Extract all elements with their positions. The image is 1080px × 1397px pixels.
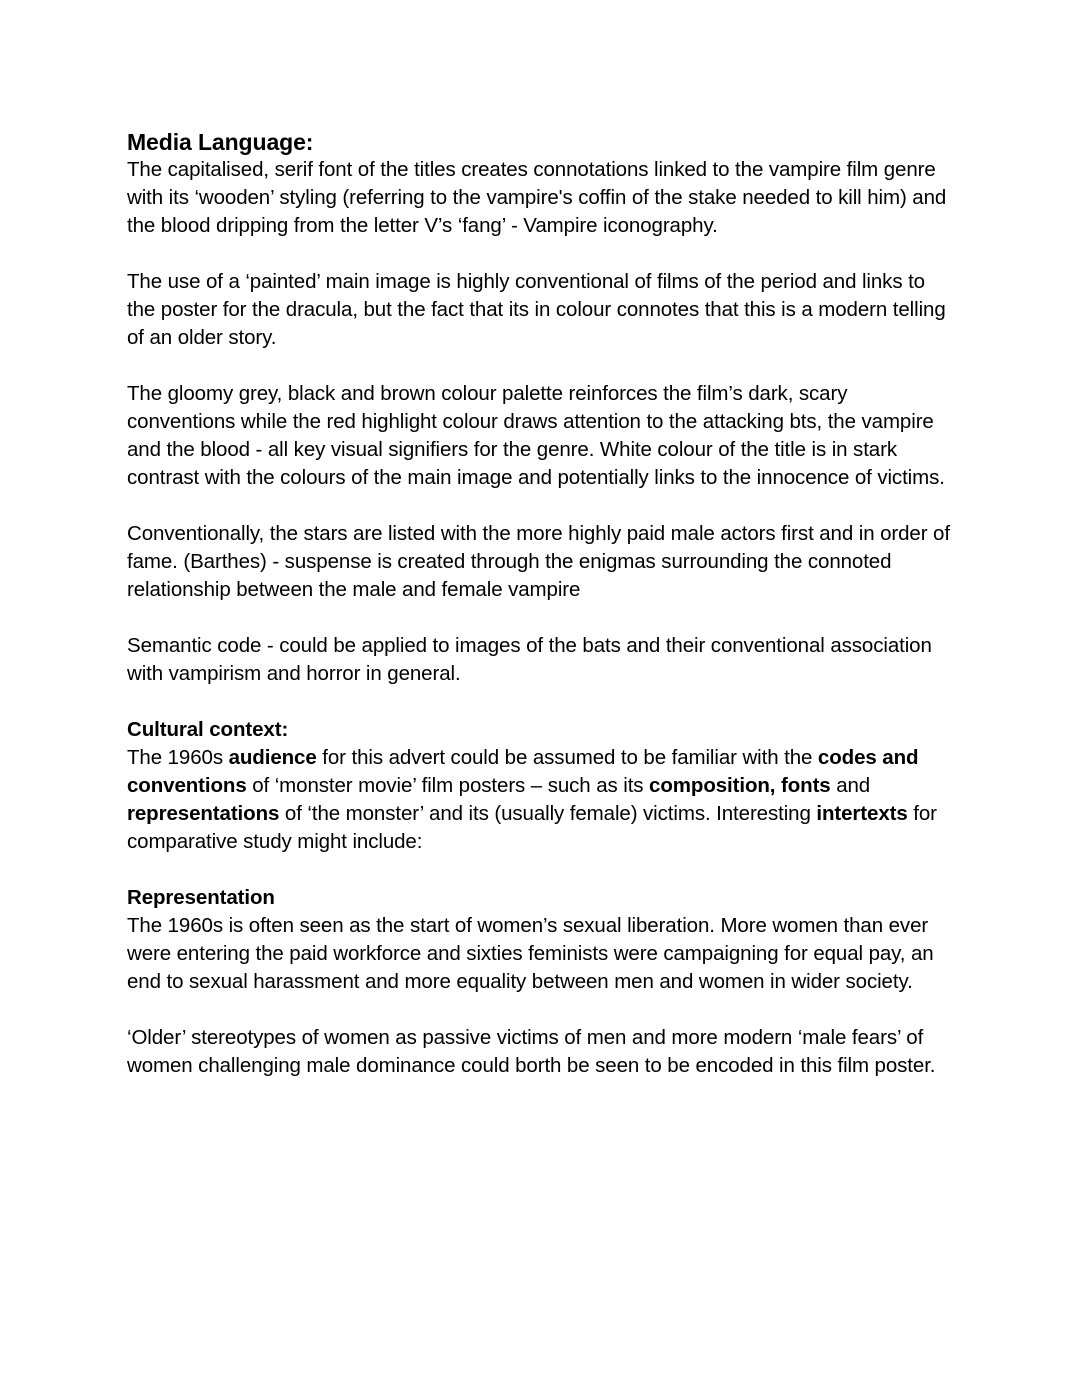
cultural-context-segment: for comparative study might include: (127, 802, 937, 853)
cultural-context-segment: of ‘the monster’ and its (usually female) victims. Interesting (279, 802, 817, 825)
cultural-context-segment: The 1960s (127, 746, 229, 769)
representation-paragraph-2: ‘Older’ stereotypes of women as passive victims of men and more modern ‘male fears’ of women challenging male dominance could borth be seen to be encoded in this film poster. (127, 1026, 936, 1077)
cultural-context-segment: of ‘monster movie’ film posters – such as its (246, 774, 650, 797)
representation-heading: Representation (127, 886, 275, 909)
paragraph-spacer (127, 688, 957, 716)
cultural-context-key-term: audience (228, 746, 317, 769)
paragraph-spacer (127, 996, 957, 1024)
media-language-paragraph-1: The capitalised, serif font of the titles creates connotations linked to the vampire film genre with its ‘wooden’ styling (referring to the vampire's coffin of the stake needed to kill him) and the blood dripping from the letter V’s ‘fang’ - Vampire iconography. (127, 158, 947, 237)
media-language-paragraph-4: Conventionally, the stars are listed with the more highly paid male actors first and in order of fame. (Barthes) - suspense is created through the enigmas surrounding the connoted relationship between the male and female vampire (127, 522, 950, 601)
media-language-paragraph-2: The use of a ‘painted’ main image is highly conventional of films of the period and links to the poster for the dracula, but the fact that its in colour connotes that this is a modern telling of an older story. (127, 270, 946, 349)
media-language-paragraph-5: Semantic code - could be applied to images of the bats and their conventional association with vampirism and horror in general. (127, 634, 932, 685)
document-page (127, 127, 957, 1080)
media-language-heading: Media Language: (127, 129, 314, 155)
paragraph-spacer (127, 492, 957, 520)
cultural-context-segment: and (830, 774, 871, 797)
media-language-paragraph-3: The gloomy grey, black and brown colour palette reinforces the film’s dark, scary conventions while the red highlight colour draws attention to the attacking bts, the vampire and the blood - all key visual signifiers for the genre. White colour of the title is in stark contrast with the colours of the main image and potentially links to the innocence of victims. (127, 382, 945, 489)
cultural-context-paragraph (127, 744, 957, 856)
cultural-context-key-term: composition, fonts (649, 774, 831, 797)
paragraph-spacer (127, 352, 957, 380)
paragraph-spacer (127, 240, 957, 268)
cultural-context-segment: for this advert could be assumed to be familiar with the (316, 746, 818, 769)
cultural-context-key-term: intertexts (816, 802, 908, 825)
cultural-context-key-term: codes and conventions (127, 746, 919, 797)
cultural-context-key-term: representations (127, 802, 280, 825)
paragraph-spacer (127, 856, 957, 884)
paragraph-spacer (127, 604, 957, 632)
cultural-context-heading: Cultural context: (127, 718, 289, 741)
representation-paragraph-1: The 1960s is often seen as the start of women’s sexual liberation. More women than ever were entering the paid workforce and sixties feminists were campaigning for equal pay, an end to sexual harassment and more equality between men and women in wider society. (127, 914, 934, 993)
